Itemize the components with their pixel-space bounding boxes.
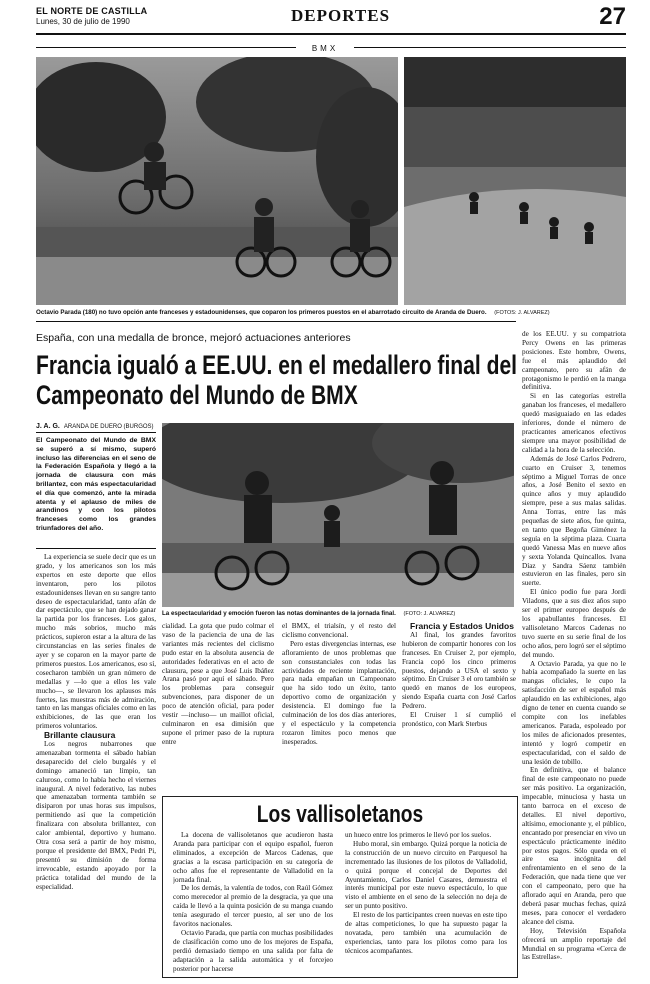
sidebar-paragraph-3: Octavio Parada, que partía con muchas posibilidades de clasificación como uno de los mejores de España, perdió demasiado tiempo en una salida por falta de adaptación a la salida automática y el forcejeo posterior por hacerse	[173, 928, 333, 973]
subsection-rule-left	[36, 47, 296, 48]
paragraph-13: En definitiva, que el balance final de este campeonato no puede ser más positivo. La organización, impecable, minuciosa y hasta un tanto barroca en el exceso de detalles. El nivel deportivo, altísimo, emocionante y, el público, encantado por presenciar en vivo un espectáculo prácticamente inédito por estos pagos. Sólo queda en el aire esa incógnita del enfrentamiento en el seno de la Federación, que nada tiene que ver con el campeonato, pero que ha aflorado aquí en Aranda, pero que deberá pasar muchas fechas, quizá meses, para conocer el verdadero alcance del cisma.	[522, 766, 626, 926]
paragraph-12: A Octavio Parada, ya que no le había acompañado la suerte en las mangas oficiales, le cupo la satisfacción de ser el español más aplaudido en las exhibiciones, algo digno de tener en cuenta cuando se compite con los inefables americanos. Parada, espoleado por los miles de aficionados presentes, intentó y logró competir en espectacularidad, con el saldo de una lesión de tobillo.	[522, 659, 626, 766]
top-photo-credit: (FOTOS: J. ALVAREZ)	[494, 310, 550, 316]
paragraph-7: El Cruiser 1 sí cumplió el pronóstico, con Mark Sterbus	[402, 711, 516, 728]
paragraph-6: Al final, los grandes favoritos hubieron de compartir honores con los franceses. En Cruiser 2, por ejemplo, Francia copó los cinco primeros puestos, dejando a USA el sexto y séptimo. En Cruiser 3 el oro también se quedó en manos de los europeos, siendo España cuarta con José Carlos Pedrero.	[402, 630, 516, 711]
paragraph-1: La experiencia se suele decir que es un grado, y los americanos son los más expertos en este deporte que ellos inventaron, pero los pilotos estadounidenses llevan en su sangre tanto deseo de espectacularidad, tanto afán de dar espectáculo, que se han dejado ganar la partida por los franceses. Los galos, mucho más sobrios, mucho más prácticos, supieron estar a la altura de las circunstancias en las series finales de ayer y se coparon en la mayor parte de primeros puestos. Los americanos, eso sí, cosecharon también un gran número de medallas y —lo que a ellos les vale mucho—, se llevaron los aplausos más fuertes, las muestras más de admiración, tanto en las mangas oficiales como en las exhibiciones, de las que eran los primeros voluntarios.	[36, 553, 156, 731]
paragraph-10: Además de José Carlos Pedrero, cuarto en Cruiser 3, tenemos séptimo a Miguel Torras de once años, a José Benito el sexto en quince años y muy aplaudido siempre, pese a sus malas salidas. Anna Torras, entre las más pequeñas de siete años, fue quinta, en tanto que Begoña Giménez la seguía en la séptima plaza. Cuarta quedó Vanessa Mas en nueve años y sexta Yolanda Quincallos. Ivana Díaz y Sandra Sáenz también estuvieron en las finales, pero sin suerte.	[522, 454, 626, 588]
article-kicker: España, con una medalla de bronce, mejoró actuaciones anteriores	[36, 332, 351, 344]
subsection-label: BMX	[311, 44, 339, 53]
sidebar-box	[162, 796, 518, 978]
sidebar-paragraph-2: De los demás, la valentía de todos, con Raúl Gómez como merecedor al premio de la desgracia, ya que una caída le llevó a la quinta posición de su manga cuando tenía asegurado el tercer puesto, al ser uno de los favoritos nacionales.	[173, 884, 333, 929]
paragraph-2: Los negros nubarrones que amenazaban tormenta el sábado habían desaparecido del cielo burgalés y el domingo amaneció tan limpio, tan caluroso, como lo había hecho el viernes inaugural. A nivel federativo, las nubes que amenazaban tormenta también se disiparon por unas horas sus impulsos, permitiendo así que la competición finalizara con absoluta brillantez, con calor ambiental, deportivo y humano. Otra cosa será a partir de hoy mismo, porque el presidente del BMX, Pedri Pi, presentó su dimisión de forma irrevocable, estando apoyado por la práctica totalidad del mundo de la especialidad.	[36, 740, 156, 891]
paragraph-4: el BMX, el trialsín, y el resto del ciclismo convencional.	[282, 622, 396, 639]
masthead-rule	[36, 33, 626, 35]
lead-rule-bottom	[36, 548, 156, 549]
newspaper-name: EL NORTE DE CASTILLA	[36, 6, 148, 16]
top-photo-caption-text: Octavio Parada (180) no tuvo opción ante franceses y estadounidenses, que coparon los primeros puestos en el abarrotado circuito de Aranda de Duero.	[36, 309, 487, 316]
photo-bmx-jump-image	[36, 57, 398, 305]
lead-paragraph	[36, 437, 156, 546]
lead-text: El Campeonato del Mundo de BMX se superó a sí mismo, superó incluso las diferencias en el seno de la Federación Española y llegó a la jornada de clausura con más brillantez, con más espectacularidad el día que comenzó, ante la mirada atenta y el aplauso de miles de arandinos y con los pilotos franceses como los grandes triunfadores del año.	[36, 437, 156, 532]
top-photo-caption	[36, 309, 550, 316]
paragraph-5: Pero estas divergencias internas, ese afloramiento de unos problemas que son consustanciales con todas las actividades de reciente implantación, para nada empañan un Campeonato que ha sido todo un éxito, tanto deportivo como de organización y desistencia. El domingo fue la culminación de los dos días anteriores, y el espectáculo y la competencia rozaron límites poco menos que inesperados.	[282, 639, 396, 746]
photo-bmx-riders-image	[162, 423, 514, 607]
subsection-rule-right	[354, 47, 626, 48]
masthead	[36, 3, 626, 30]
mid-photo-caption-text: La espectacularidad y emoción fueron las notas dominantes de la jornada final.	[162, 610, 396, 617]
photo-bmx-race-image	[404, 57, 626, 305]
section-title: DEPORTES	[291, 6, 391, 25]
caption-rule	[36, 321, 516, 322]
sidebar-paragraph-1: La docena de vallisoletanos que acudieron hasta Aranda para participar con el equipo español, fueron eliminados, a excepción de Marcos Cadenas, que gracias a la escasa participación en su categoría de ocho años fue el representante de Valladolid en la jornada final.	[173, 831, 333, 884]
photo-bmx-race	[404, 57, 626, 305]
sidebar-paragraph-6: El resto de los participantes creen nuevas en este tipo de altas competiciones, lo que ha supuesto pagar la novatada, pero también una acumulación de experiencias, tanto para los pilotos como para los técnicos acompañantes.	[345, 911, 507, 955]
sidebar-paragraph-4: un hueco entre los primeros le llevó por los suelos.	[345, 831, 492, 839]
column-4	[402, 622, 516, 788]
paragraph-11: El único podio fue para Jordi Viladons, que a sus diez años supo ser el primer europeo después de los apabullantes franceses. El vallisoletano Marcos Cadenas no tuvo suerte en su serie final de los ocho años, pero logró ser el séptimo del mundo.	[522, 588, 626, 659]
sidebar-column-2	[345, 831, 507, 975]
mid-photo-caption	[162, 610, 455, 617]
article-headline: Francia igualó a EE.UU. en el medallero final del Campeonato del Mundo de BMX	[36, 350, 518, 410]
sidebar-title: Los vallisoletanos	[256, 801, 424, 828]
byline-location: ARANDA DE DUERO (BURGOS)	[63, 424, 154, 430]
lead-rule	[36, 432, 156, 433]
byline-author: J. A. G.	[36, 423, 60, 430]
sidebar-paragraph-5: Hubo moral, sin embargo. Quizá porque la noticia de la construcción de un nuevo circuito en Parquesol ha incrementado las ilusiones de los pilotos de Valladolid, o quizá porque el concejal de Deportes del Ayuntamiento, Carlos Daniel Casares, demuestra el interés municipal por este nuevo espectáculo, lo que visto el ambiente en el seno de la selección no deja de ser un punto positivo.	[345, 839, 507, 911]
issue-date: Lunes, 30 de julio de 1990	[36, 17, 130, 26]
column-1	[36, 553, 156, 951]
page-number: 27	[599, 3, 626, 30]
paragraph-8: de los EE.UU. y su compatriota Percy Owens en las primeras posiciones. Este hombre, Owens, fue el más aplaudido del campeonato, pero su afán de protagonismo le perdió en la manga definitiva.	[522, 330, 626, 392]
subhead-francia-estados-unidos: Francia y Estados Unidos	[410, 622, 514, 631]
column-5	[522, 330, 626, 976]
paragraph-3: cialidad. La gota que pudo colmar el vaso de la paciencia de una de las variantes más recientes del ciclismo pudo estar en la absoluta ausencia de autoridades federativas en el acto de clausura, pese a que José Luis Ibáñez Arana pasó por aquí el sábado. Pero los problemas para conseguir subvenciones, para disponer de un poco de atención oficial, para poder vestir —incluso— un maillot oficial, culminaron en esa dimisión que supone el primer paso de la ruptura entre	[162, 622, 274, 746]
byline	[36, 423, 154, 430]
paragraph-14: Hoy, Televisión Española ofrecerá un amplio reportaje del Mundial en su programa «Cerca de las Estrellas».	[522, 926, 626, 962]
subhead-brillante-clausura: Brillante clausura	[44, 730, 116, 741]
sidebar-column-1	[173, 831, 333, 975]
paragraph-9: Si en las categorías estrella ganaban los franceses, el medallero quedó masiguaiado en las edades inferiores, donde el número de practicantes americanos efectivos siempre una mayor posibilidad de calidad a la hora de la selección.	[522, 392, 626, 454]
mid-photo-credit: (FOTO: J. ALVAREZ)	[403, 611, 456, 617]
photo-bmx-jump	[36, 57, 398, 305]
column-3	[282, 622, 396, 788]
photo-bmx-riders	[162, 423, 514, 607]
column-2	[162, 622, 274, 788]
